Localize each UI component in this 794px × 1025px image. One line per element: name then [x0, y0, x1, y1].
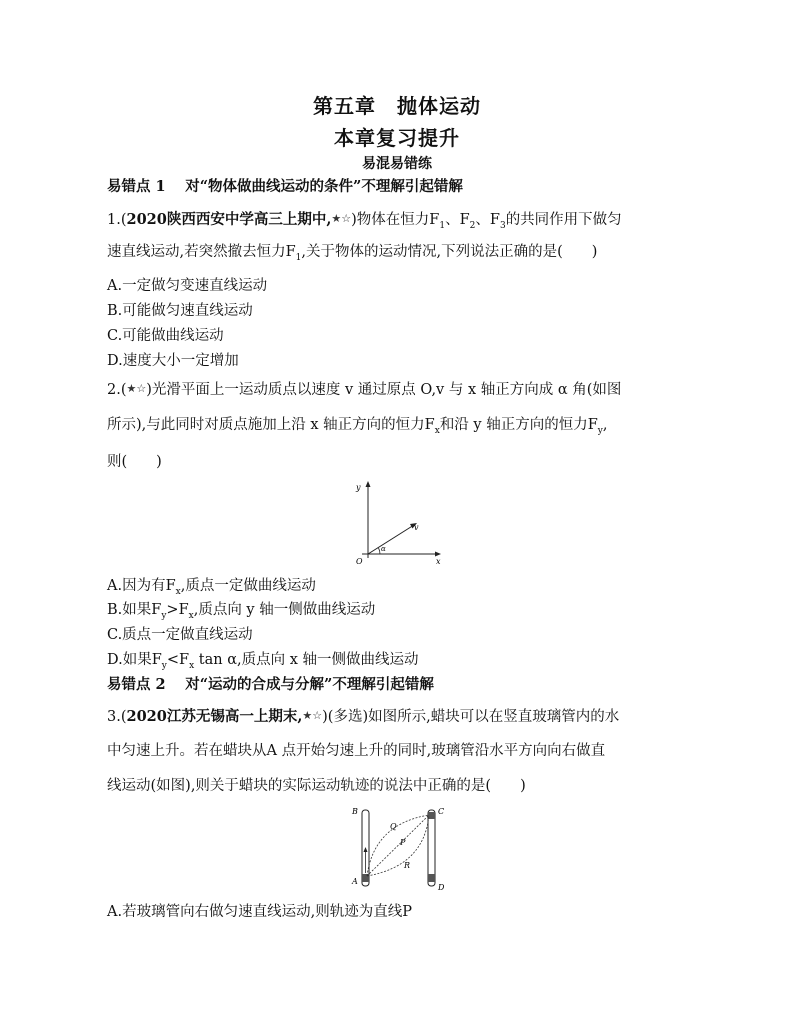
error-point-text: 对“运动的合成与分解”不理解引起错解 [185, 676, 434, 693]
q1-stem-text: 速直线运动,若突然撤去恒力F [107, 244, 296, 260]
label-q: Q [390, 822, 397, 831]
subscript: x [188, 610, 194, 621]
q1-option-b: B.可能做匀速直线运动 [107, 303, 253, 319]
q2-stem-line-3: 则( ) [107, 454, 162, 470]
q1-stem-text: 、F [475, 212, 500, 228]
label-p: P [400, 838, 406, 847]
difficulty-stars-icon: ★☆ [331, 212, 352, 225]
q2-option-text: >F [166, 602, 189, 618]
q1-number: 1.( [107, 212, 127, 228]
error-point-text: 对“物体做曲线运动的条件”不理解引起错解 [185, 178, 463, 195]
q3-stem-line-1 [107, 706, 697, 727]
q1-stem-text: 、F [445, 212, 470, 228]
difficulty-stars-icon: ★☆ [126, 382, 147, 395]
y-axis-arrow-icon [366, 481, 371, 487]
q1-option-c: C.可能做曲线运动 [107, 328, 224, 344]
wax-block-right [428, 874, 435, 882]
section-title: 本章复习提升 [334, 126, 460, 150]
label-a: A [352, 877, 358, 886]
error-point-label: 易错点 2 [107, 676, 166, 693]
q1-stem-text: 的共同作用下做匀 [505, 212, 622, 228]
q2-option-text: B.如果F [107, 602, 162, 618]
upward-arrow-icon [364, 847, 368, 852]
subscript: 1 [439, 220, 446, 231]
label-b: B [352, 807, 358, 816]
subscript: 3 [499, 220, 506, 231]
subscript: x [175, 586, 181, 597]
q2-option-text: <F [166, 652, 190, 668]
origin-label: O [356, 557, 363, 566]
q1-option-a: A.一定做匀变速直线运动 [107, 278, 268, 294]
q2-option-text: A.因为有F [107, 578, 176, 594]
q2-option-text: ,质点一定做曲线运动 [180, 578, 316, 594]
q3-stem-line-3: 线运动(如图),则关于蜡块的实际运动轨迹的说法中正确的是( ) [107, 778, 526, 794]
q2-stem-line-1 [107, 379, 697, 400]
subscript: x [434, 425, 440, 436]
q2-option-b [107, 600, 697, 626]
chapter-title: 第五章 抛体运动 [313, 94, 481, 118]
error-point-2-heading [107, 675, 697, 695]
subscript: x [189, 660, 195, 671]
q2-option-c: C.质点一定做直线运动 [107, 627, 253, 643]
subscript: 1 [295, 252, 302, 263]
x-axis-label: x [436, 557, 441, 566]
velocity-vector [368, 525, 414, 554]
subsection-title: 易混易错练 [362, 156, 432, 172]
label-c: C [438, 807, 445, 816]
q2-stem-text: , [602, 417, 608, 433]
label-d: D [438, 883, 445, 892]
q1-stem-text: )物体在恒力F [351, 212, 440, 228]
q2-option-text: tan α,质点向 x 轴一侧做曲线运动 [194, 652, 419, 668]
q1-source: 2020陕西西安中学高三上期中, [126, 211, 332, 228]
velocity-label: v [414, 523, 419, 532]
velocity-vector-figure [342, 478, 446, 566]
angle-label: α [381, 545, 386, 553]
subscript: 2 [469, 220, 476, 231]
q2-option-d [107, 650, 697, 676]
error-point-label: 易错点 1 [107, 178, 166, 195]
angle-arc [379, 548, 381, 554]
x-axis-arrow-icon [435, 552, 441, 557]
q2-number: 2.( [107, 382, 127, 398]
q3-number: 3.( [107, 709, 127, 725]
q2-stem-line-2 [107, 415, 697, 441]
q3-option-a: A.若玻璃管向右做匀速直线运动,则轨迹为直线P [107, 904, 412, 920]
q1-stem-line-1 [107, 209, 697, 236]
q2-stem-text: 和沿 y 轴正方向的恒力F [439, 417, 598, 433]
subscript: y [161, 610, 167, 621]
error-point-1-heading [107, 177, 697, 197]
subscript: y [597, 425, 603, 436]
q1-option-d: D.速度大小一定增加 [107, 353, 239, 369]
label-r: R [404, 861, 411, 870]
trajectory-p [367, 815, 429, 876]
q2-stem-text: 所示),与此同时对质点施加上沿 x 轴正方向的恒力F [107, 417, 435, 433]
q3-stem-line-2: 中匀速上升。若在蜡块从A 点开始匀速上升的同时,玻璃管沿水平方向向右做直 [107, 743, 606, 759]
difficulty-stars-icon: ★☆ [302, 709, 323, 722]
q3-source: 2020江苏无锡高一上期末, [126, 708, 303, 725]
y-axis-label: y [356, 483, 361, 492]
q1-stem-text: ,关于物体的运动情况,下列说法正确的是( ) [301, 244, 598, 260]
q2-stem-text: )光滑平面上一运动质点以速度 v 通过原点 O,v 与 x 轴正方向成 α 角(如图 [146, 382, 622, 398]
q3-stem-text: )(多选)如图所示,蜡块可以在竖直玻璃管内的水 [322, 709, 620, 725]
q2-option-text: D.如果F [107, 652, 162, 668]
q2-option-a [107, 576, 697, 602]
subscript: y [161, 660, 167, 671]
q1-stem-line-2 [107, 242, 697, 268]
glass-tube-figure [340, 800, 456, 895]
q2-option-text: ,质点向 y 轴一侧做曲线运动 [193, 602, 376, 618]
